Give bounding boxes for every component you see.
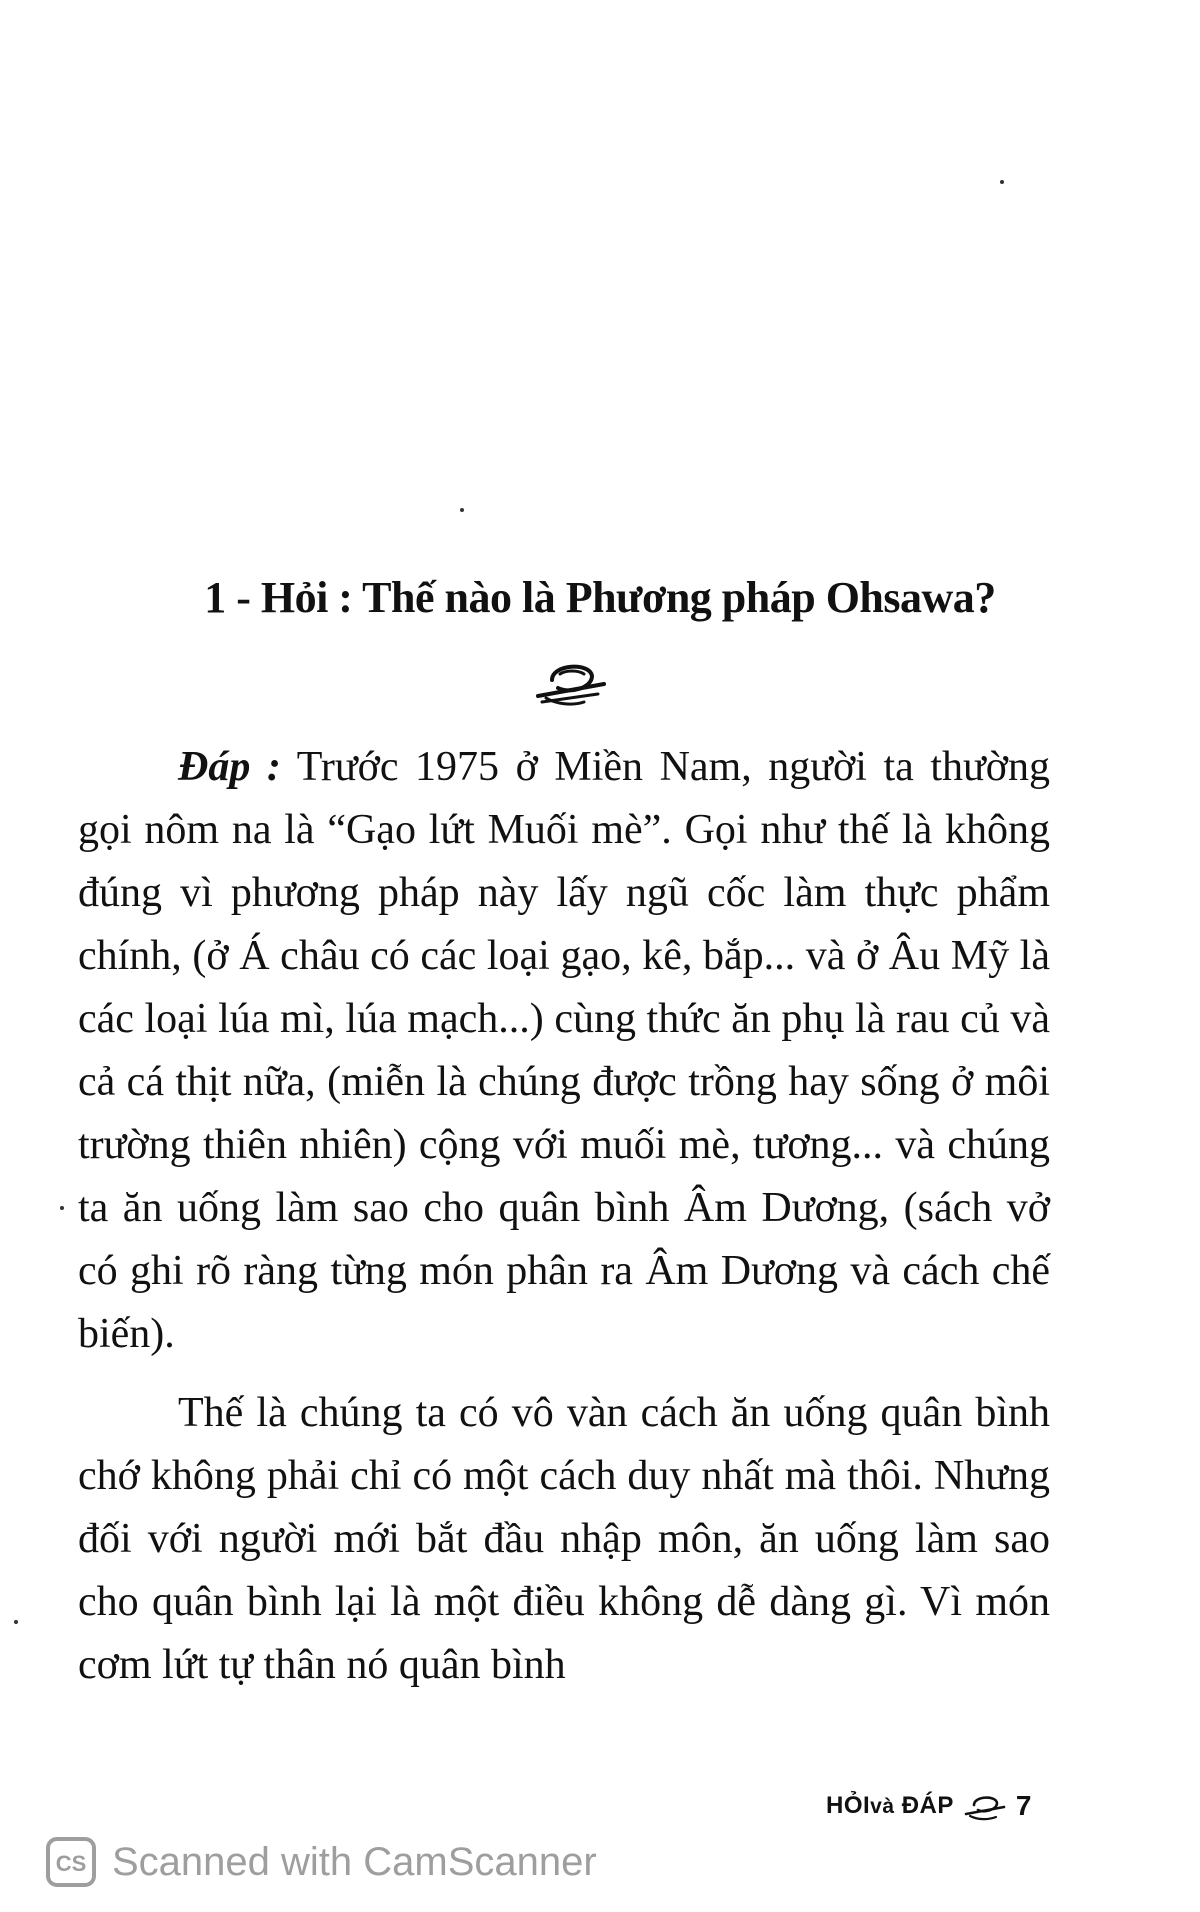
answer-label: Đáp : <box>178 744 281 790</box>
body-paragraph <box>78 1382 1050 1697</box>
bowl-chopsticks-icon <box>534 654 608 710</box>
page-title: 1 - Hỏi : Thế nào là Phương pháp Ohsawa? <box>204 573 996 622</box>
running-title-last: ĐÁP <box>901 1792 954 1819</box>
svg-text:CS: CS <box>55 1851 87 1876</box>
paragraph-text: Trước 1975 ở Miền Nam, người ta thường gọi nôm na là “Gạo lứt Muối mè”. Gọi như thế là không đúng vì phương pháp này lấy ngũ cốc làm thực phẩm chính, (ở Á châu có các loại gạo, kê, bắp... và ở Âu Mỹ là các loại lúa mì, lúa mạch...) cùng thức ăn phụ là rau củ và cả cá thịt nữa, (miễn là chúng được trồng hay sống ở môi trường thiên nhiên) cộng với muối mè, tương... và chúng ta ăn uống làm sao cho quân bình Âm Dương, (sách vở có ghi rõ ràng từng món phân ra Âm Dương và cách chế biến). <box>78 744 1050 1357</box>
scan-speck <box>460 508 464 512</box>
bowl-chopsticks-icon <box>964 1790 1006 1822</box>
watermark-text: Scanned with CamScanner <box>112 1839 597 1884</box>
running-title-first: HỎI <box>826 1792 871 1819</box>
page-number: 7 <box>1015 1790 1032 1821</box>
paragraph-text: Thế là chúng ta có vô vàn cách ăn uống quân bình chớ không phải chỉ có một cách duy nhất mà thôi. Nhưng đối với người mới bắt đầu nhập môn, ăn uống làm sao cho quân bình lại là một điều không dễ dàng gì. Vì món cơm lứt tự thân nó quân bình <box>78 1390 1050 1688</box>
answer-paragraph <box>78 736 1050 1366</box>
scanner-watermark <box>46 1832 597 1892</box>
running-title-mid: và <box>870 1795 895 1818</box>
scan-speck <box>1000 180 1004 184</box>
running-footer <box>826 1786 1031 1826</box>
camscanner-logo <box>46 1837 96 1887</box>
scan-speck <box>14 1620 18 1624</box>
running-title <box>826 1792 954 1820</box>
scan-speck <box>60 1206 64 1210</box>
